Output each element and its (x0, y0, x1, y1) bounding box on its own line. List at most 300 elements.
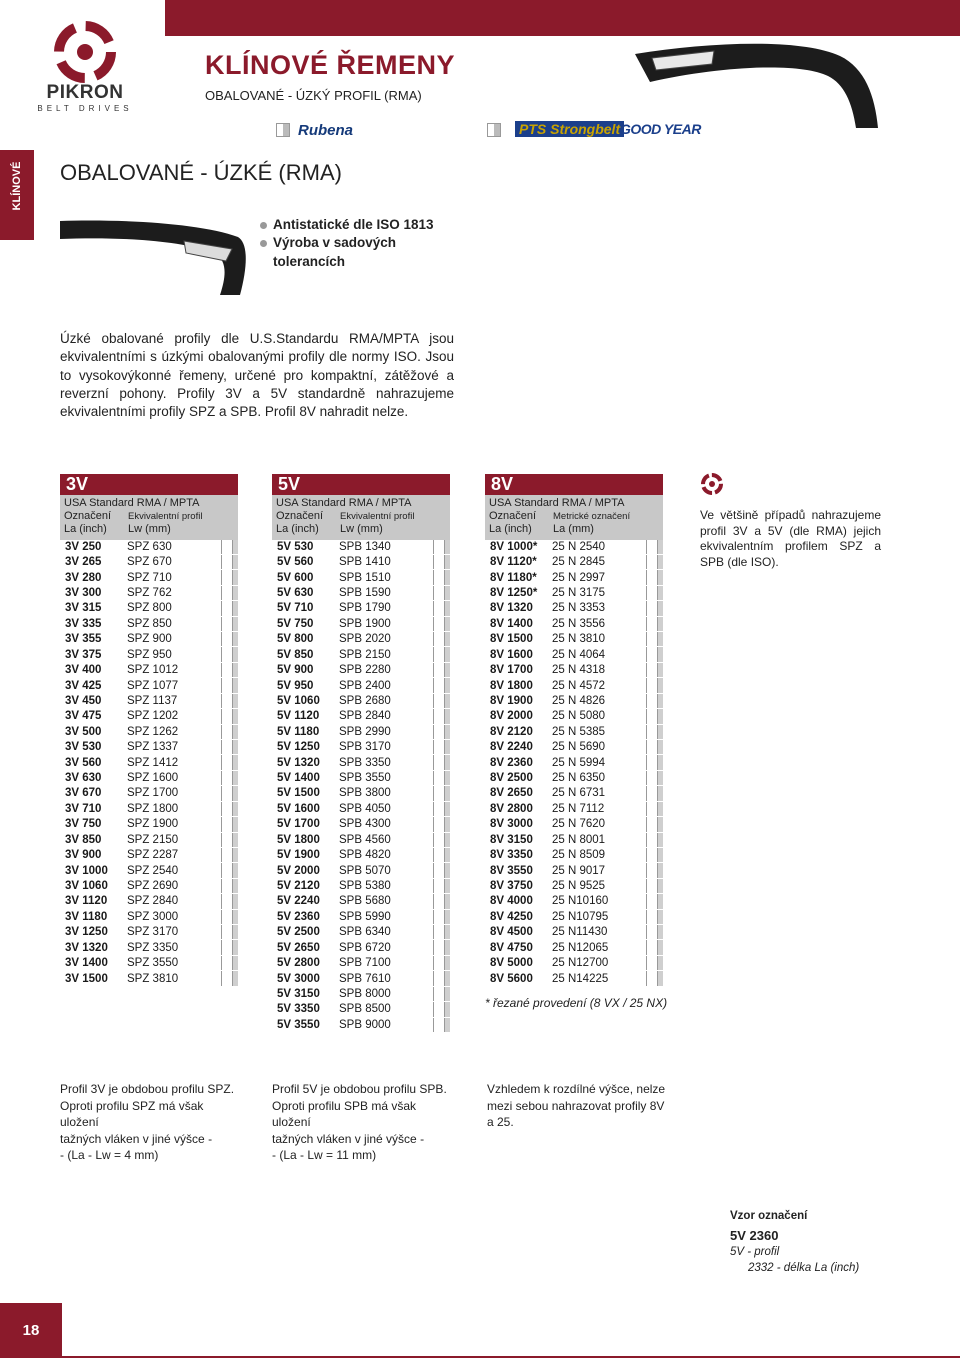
cell-blank (221, 786, 233, 800)
table-row (272, 925, 450, 940)
table-header (60, 495, 238, 540)
cell-equivalent: SPZ 1800 (127, 803, 221, 815)
table-title: 8V (485, 474, 663, 495)
rubena-logo: Rubena (298, 122, 354, 139)
cell-equivalent: SPZ 630 (127, 541, 221, 553)
cell-equivalent: 25 N 4572 (552, 680, 646, 692)
footnote-8v: Vzhledem k rozdílné výšce, nelze mezi sebou nahrazovat profily 8V a 25. (487, 1082, 666, 1129)
cell-shade (233, 863, 238, 877)
cell-designation: 5V 750 (272, 618, 339, 630)
cell-blank (221, 879, 233, 893)
cell-equivalent: 25 N 4826 (552, 695, 646, 707)
example-line2: 2332 - délka La (inch) (748, 1262, 860, 1274)
cell-blank (221, 894, 233, 908)
table-row (60, 740, 238, 755)
table-standard: USA Standard RMA / MPTA (276, 497, 412, 509)
table-row (485, 817, 663, 832)
cell-shade (445, 755, 450, 769)
table-row (60, 833, 238, 848)
cell-shade (233, 940, 238, 954)
table-row (272, 678, 450, 693)
cell-shade (658, 848, 663, 862)
col2-header: Ekvivalentní profil (340, 510, 415, 522)
table-row (485, 709, 663, 724)
table-row (485, 894, 663, 909)
cell-blank (433, 771, 445, 785)
cell-blank (221, 586, 233, 600)
col2-header: Metrické označení (553, 510, 631, 522)
cell-shade (233, 647, 238, 661)
cell-shade (445, 617, 450, 631)
cell-shade (658, 863, 663, 877)
table-row (485, 647, 663, 662)
cell-equivalent: SPZ 1600 (127, 772, 221, 784)
cell-blank (646, 817, 658, 831)
cell-shade (445, 802, 450, 816)
cell-blank (646, 709, 658, 723)
cell-equivalent: SPB 1900 (339, 618, 433, 630)
cell-equivalent: SPB 1340 (339, 541, 433, 553)
cell-blank (433, 632, 445, 646)
cell-equivalent: SPB 3350 (339, 757, 433, 769)
cell-blank (221, 863, 233, 877)
cell-designation: 8V 1250* (485, 587, 552, 599)
table-title: 3V (60, 474, 238, 495)
table-row (272, 586, 450, 601)
cell-equivalent: SPZ 900 (127, 633, 221, 645)
cell-blank (646, 632, 658, 646)
cell-designation: 3V 1400 (60, 957, 127, 969)
table-row (60, 694, 238, 709)
cell-equivalent: SPZ 1137 (127, 695, 221, 707)
table-row (272, 1018, 450, 1033)
cell-designation: 3V 530 (60, 741, 127, 753)
cell-equivalent: SPZ 1077 (127, 680, 221, 692)
table-row (485, 940, 663, 955)
cell-blank (221, 910, 233, 924)
table-row (272, 848, 450, 863)
cell-designation: 8V 2500 (485, 772, 552, 784)
cell-shade (658, 925, 663, 939)
cell-shade (233, 925, 238, 939)
col1-header: Označení (64, 509, 112, 522)
cell-designation: 5V 1400 (272, 772, 339, 784)
cell-designation: 5V 950 (272, 680, 339, 692)
cell-equivalent: SPB 8500 (339, 1003, 433, 1015)
cell-equivalent: 25 N14225 (552, 973, 646, 985)
cell-equivalent: SPB 1590 (339, 587, 433, 599)
cell-shade (233, 709, 238, 723)
cell-blank (646, 725, 658, 739)
cell-designation: 5V 3350 (272, 1003, 339, 1015)
cell-shade (445, 786, 450, 800)
table-row (272, 833, 450, 848)
cell-equivalent: SPB 5680 (339, 895, 433, 907)
cell-shade (233, 678, 238, 692)
cell-blank (433, 555, 445, 569)
cell-designation: 5V 630 (272, 587, 339, 599)
table-row (272, 971, 450, 986)
table-row (60, 555, 238, 570)
table-row (272, 555, 450, 570)
table-row (272, 570, 450, 585)
table-row (60, 632, 238, 647)
cell-blank (433, 755, 445, 769)
cell-designation: 5V 530 (272, 541, 339, 553)
cell-shade (233, 540, 238, 554)
cell-equivalent: SPB 4820 (339, 849, 433, 861)
table-row (60, 663, 238, 678)
pikron-mark-icon (700, 472, 724, 496)
cell-blank (221, 925, 233, 939)
cell-shade (445, 956, 450, 970)
cell-blank (646, 678, 658, 692)
cell-designation: 3V 400 (60, 664, 127, 676)
cell-designation: 8V 2800 (485, 803, 552, 815)
cell-shade (233, 786, 238, 800)
cell-designation: 3V 750 (60, 818, 127, 830)
brand-subtitle: BELT DRIVES (37, 104, 133, 113)
cell-shade (445, 771, 450, 785)
table-row (60, 910, 238, 925)
cell-equivalent: SPZ 1700 (127, 787, 221, 799)
cell-equivalent: SPB 2840 (339, 710, 433, 722)
col2-unit: Lw (mm) (128, 523, 171, 535)
cell-designation: 8V 4250 (485, 911, 552, 923)
table-row (272, 709, 450, 724)
cell-designation: 5V 1900 (272, 849, 339, 861)
cell-designation: 3V 335 (60, 618, 127, 630)
cell-shade (658, 817, 663, 831)
cell-equivalent: 25 N10160 (552, 895, 646, 907)
table-row (485, 632, 663, 647)
cell-blank (433, 956, 445, 970)
cell-equivalent: SPZ 3550 (127, 957, 221, 969)
cell-designation: 8V 1000* (485, 541, 552, 553)
cell-blank (433, 786, 445, 800)
cell-blank (221, 709, 233, 723)
cell-blank (646, 956, 658, 970)
cell-equivalent: SPB 2280 (339, 664, 433, 676)
cell-blank (646, 647, 658, 661)
cell-shade (658, 771, 663, 785)
cell-blank (646, 740, 658, 754)
cell-shade (445, 879, 450, 893)
cell-designation: 3V 375 (60, 649, 127, 661)
cell-shade (233, 725, 238, 739)
table-row (60, 863, 238, 878)
col2-header: Ekvivalentní profil (128, 510, 203, 522)
cell-blank (433, 678, 445, 692)
cell-shade (658, 971, 663, 985)
cell-equivalent: SPB 1790 (339, 602, 433, 614)
cell-designation: 8V 2120 (485, 726, 552, 738)
cell-blank (221, 647, 233, 661)
cell-shade (233, 663, 238, 677)
col1-header: Označení (276, 509, 324, 522)
cell-equivalent: 25 N 3353 (552, 602, 646, 614)
cell-shade (445, 663, 450, 677)
cell-blank (433, 987, 445, 1001)
cell-blank (433, 833, 445, 847)
table-row (485, 848, 663, 863)
example-designation (730, 1208, 859, 1276)
table-row (485, 879, 663, 894)
table-row (272, 956, 450, 971)
table-row (485, 570, 663, 585)
cell-shade (658, 940, 663, 954)
table-row (272, 725, 450, 740)
cell-shade (658, 617, 663, 631)
table-row (272, 910, 450, 925)
cell-shade (658, 663, 663, 677)
cell-equivalent: SPB 4560 (339, 834, 433, 846)
cell-shade (233, 555, 238, 569)
table-row (60, 848, 238, 863)
cell-shade (445, 570, 450, 584)
col1-unit: La (inch) (276, 523, 319, 535)
table-row (272, 802, 450, 817)
cell-blank (433, 940, 445, 954)
table-row (485, 755, 663, 770)
cell-equivalent: SPZ 1412 (127, 757, 221, 769)
table-row (272, 601, 450, 616)
cell-shade (233, 755, 238, 769)
col1-unit: La (inch) (489, 523, 532, 535)
table-row (60, 771, 238, 786)
col1-unit: La (inch) (64, 523, 107, 535)
cell-designation: 5V 1120 (272, 710, 339, 722)
cell-blank (221, 663, 233, 677)
cell-blank (433, 586, 445, 600)
table-row (272, 647, 450, 662)
cell-equivalent: 25 N 6350 (552, 772, 646, 784)
table-row (485, 601, 663, 616)
cell-equivalent: SPZ 670 (127, 556, 221, 568)
cell-shade (445, 725, 450, 739)
table-row (272, 663, 450, 678)
cell-blank (433, 925, 445, 939)
cell-designation: 8V 1120* (485, 556, 552, 568)
cell-shade (445, 740, 450, 754)
cell-shade (233, 570, 238, 584)
cell-equivalent: 25 N 5994 (552, 757, 646, 769)
table-row (60, 879, 238, 894)
cell-shade (658, 802, 663, 816)
cell-shade (445, 632, 450, 646)
cell-shade (445, 863, 450, 877)
cell-equivalent: SPZ 2150 (127, 834, 221, 846)
cell-shade (445, 694, 450, 708)
cell-designation: 3V 1320 (60, 942, 127, 954)
table-title: 5V (272, 474, 450, 495)
table-row (485, 956, 663, 971)
cell-shade (658, 786, 663, 800)
table-5v (272, 474, 450, 1033)
cell-equivalent: SPB 8000 (339, 988, 433, 1000)
cell-shade (233, 956, 238, 970)
table-header (272, 495, 450, 540)
cell-equivalent: 25 N 9525 (552, 880, 646, 892)
cell-blank (221, 617, 233, 631)
cell-designation: 8V 1180* (485, 572, 552, 584)
cell-shade (233, 894, 238, 908)
cell-equivalent: SPZ 3350 (127, 942, 221, 954)
cell-equivalent: 25 N 3175 (552, 587, 646, 599)
cell-shade (233, 694, 238, 708)
cell-designation: 3V 900 (60, 849, 127, 861)
cell-blank (646, 879, 658, 893)
cell-equivalent: SPZ 1202 (127, 710, 221, 722)
table-row (60, 601, 238, 616)
table-row (485, 925, 663, 940)
cell-blank (221, 940, 233, 954)
cell-blank (646, 694, 658, 708)
cell-blank (221, 570, 233, 584)
cell-designation: 3V 425 (60, 680, 127, 692)
table-row (485, 771, 663, 786)
table-row (272, 755, 450, 770)
cell-blank (221, 956, 233, 970)
cell-equivalent: SPZ 1337 (127, 741, 221, 753)
cell-designation: 8V 4750 (485, 942, 552, 954)
cell-blank (221, 601, 233, 615)
cell-equivalent: 25 N 3556 (552, 618, 646, 630)
cell-designation: 5V 710 (272, 602, 339, 614)
cell-blank (221, 555, 233, 569)
cell-blank (646, 601, 658, 615)
table-row (272, 987, 450, 1002)
cell-blank (433, 1002, 445, 1016)
cell-equivalent: SPZ 1900 (127, 818, 221, 830)
cell-shade (658, 678, 663, 692)
cell-blank (221, 694, 233, 708)
cell-blank (433, 617, 445, 631)
cell-equivalent: SPB 3800 (339, 787, 433, 799)
cell-shade (233, 910, 238, 924)
table-row (272, 863, 450, 878)
cell-designation: 8V 2240 (485, 741, 552, 753)
table-row (485, 786, 663, 801)
cell-equivalent: SPZ 3170 (127, 926, 221, 938)
table-row (272, 879, 450, 894)
table-row (60, 678, 238, 693)
cell-equivalent: SPB 9000 (339, 1019, 433, 1031)
table-row (272, 694, 450, 709)
table-standard: USA Standard RMA / MPTA (489, 497, 625, 509)
cell-blank (433, 863, 445, 877)
cell-shade (445, 647, 450, 661)
example-line1: 5V - profil (730, 1246, 780, 1258)
bullet-item: tolerancích (273, 254, 346, 269)
cell-designation: 3V 280 (60, 572, 127, 584)
cell-equivalent: 25 N 8001 (552, 834, 646, 846)
cell-designation: 8V 3000 (485, 818, 552, 830)
cell-equivalent: SPB 1410 (339, 556, 433, 568)
cell-designation: 5V 1600 (272, 803, 339, 815)
cell-designation: 5V 2000 (272, 865, 339, 877)
cell-shade (658, 894, 663, 908)
cell-blank (433, 879, 445, 893)
logo-marker-icon (276, 123, 290, 137)
table-row (60, 725, 238, 740)
cell-blank (433, 663, 445, 677)
cell-equivalent: SPZ 2287 (127, 849, 221, 861)
cell-equivalent: SPZ 950 (127, 649, 221, 661)
cell-equivalent: 25 N 2845 (552, 556, 646, 568)
cell-equivalent: 25 N11430 (552, 926, 646, 938)
cell-shade (658, 879, 663, 893)
cell-blank (221, 725, 233, 739)
cell-shade (233, 848, 238, 862)
cell-designation: 8V 5600 (485, 973, 552, 985)
cell-shade (233, 771, 238, 785)
table-row (60, 956, 238, 971)
cell-shade (445, 817, 450, 831)
table-row (60, 647, 238, 662)
cell-designation: 5V 2360 (272, 911, 339, 923)
table-row (485, 910, 663, 925)
cell-shade (233, 740, 238, 754)
cell-designation: 5V 900 (272, 664, 339, 676)
table-row (485, 663, 663, 678)
cell-designation: 5V 1800 (272, 834, 339, 846)
example-title: Vzor označení (730, 1210, 808, 1222)
cell-designation: 8V 1900 (485, 695, 552, 707)
cell-blank (433, 570, 445, 584)
table-row (485, 802, 663, 817)
cell-designation: 5V 3550 (272, 1019, 339, 1031)
cell-shade (445, 540, 450, 554)
cell-blank (433, 601, 445, 615)
page-subtitle: OBALOVANÉ - ÚZKÝ PROFIL (RMA) (205, 88, 422, 103)
cell-shade (658, 755, 663, 769)
table-row (272, 632, 450, 647)
cell-designation: 5V 560 (272, 556, 339, 568)
cell-equivalent: SPZ 762 (127, 587, 221, 599)
cell-equivalent: SPZ 1012 (127, 664, 221, 676)
table-row (60, 925, 238, 940)
cell-designation: 3V 1000 (60, 865, 127, 877)
cell-equivalent: SPB 6340 (339, 926, 433, 938)
cell-designation: 8V 1800 (485, 680, 552, 692)
cell-blank (646, 570, 658, 584)
col2-unit: La (mm) (553, 523, 594, 535)
cell-equivalent: 25 N 8509 (552, 849, 646, 861)
cell-designation: 5V 3000 (272, 973, 339, 985)
cell-designation: 5V 1500 (272, 787, 339, 799)
cell-equivalent: 25 N 4064 (552, 649, 646, 661)
cell-blank (646, 833, 658, 847)
table-row (272, 771, 450, 786)
cell-shade (658, 725, 663, 739)
cell-designation: 3V 560 (60, 757, 127, 769)
cell-shade (445, 971, 450, 985)
cell-shade (445, 678, 450, 692)
table-row (272, 817, 450, 832)
cell-equivalent: SPZ 1262 (127, 726, 221, 738)
cell-shade (445, 555, 450, 569)
cell-designation: 3V 630 (60, 772, 127, 784)
cell-equivalent: 25 N 2540 (552, 541, 646, 553)
table-row (60, 786, 238, 801)
cell-shade (658, 956, 663, 970)
cell-designation: 8V 2650 (485, 787, 552, 799)
cell-designation: 5V 1700 (272, 818, 339, 830)
cell-shade (233, 817, 238, 831)
cell-blank (646, 848, 658, 862)
table-header (485, 495, 663, 540)
